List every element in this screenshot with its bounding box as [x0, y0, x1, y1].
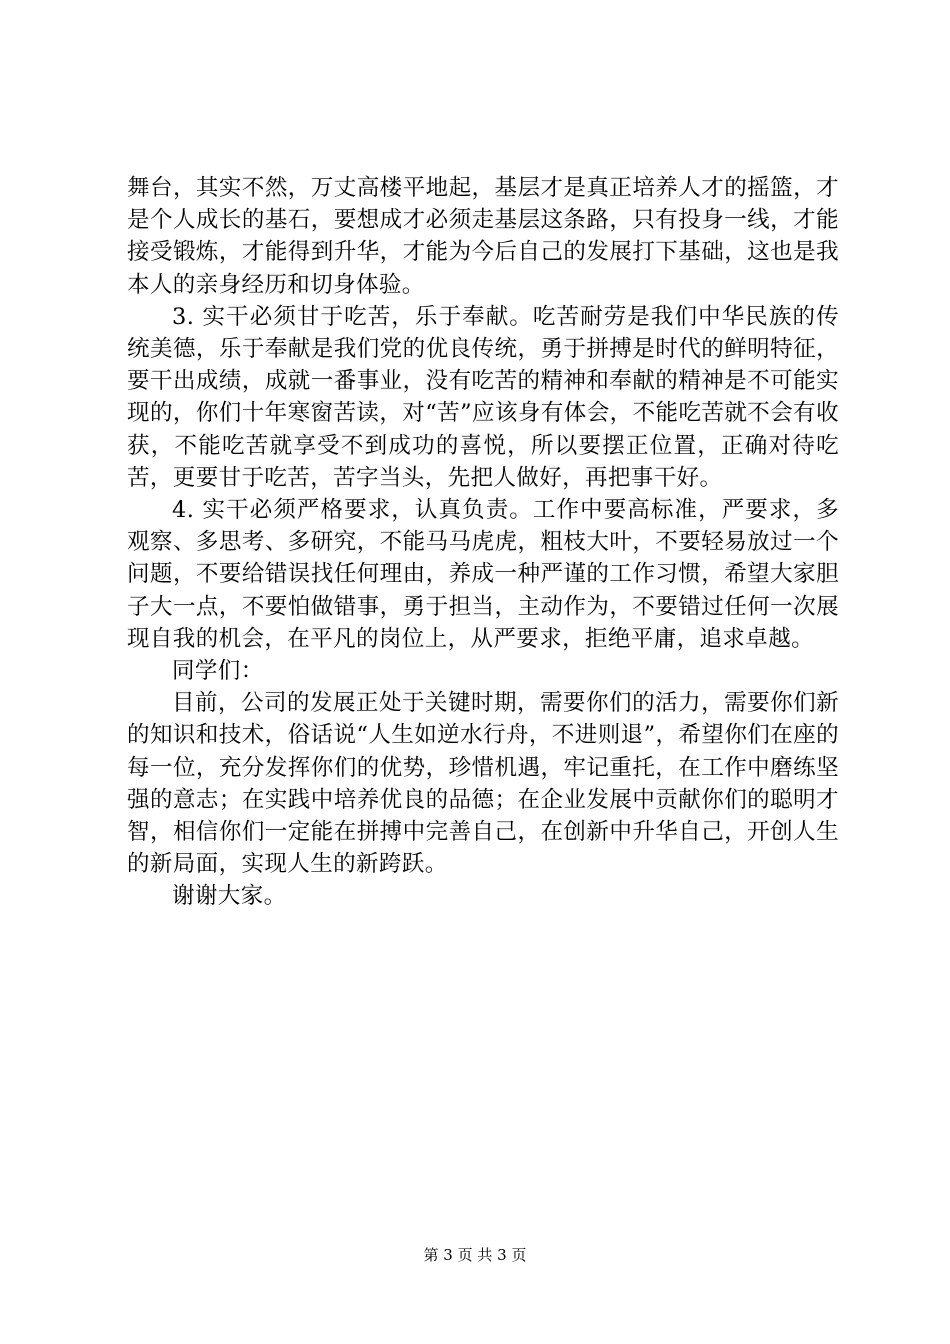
paragraph: 3. 实干必须甘于吃苦，乐于奉献。吃苦耐劳是我们中华民族的传统美德，乐于奉献是我们党的优良传统，勇于拼搏是时代的鲜明特征，要干出成绩，成就一番事业，没有吃苦的精神和奉献的精神是不可能实现的，你们十年寒窗苦读，对“苦”应该身有体会，不能吃苦就不会有收获，不能吃苦就享受不到成功的喜悦，所以要摆正位置，正确对待吃苦，更要甘于吃苦，苦字当头，先把人做好，再把事干好。: [127, 303, 839, 491]
paragraph: 4. 实干必须严格要求，认真负责。工作中要高标准，严要求，多观察、多思考、多研究，不能马马虎虎，粗枝大叶，不要轻易放过一个问题，不要给错误找任何理由，养成一种严谨的工作习惯，希望大家胆子大一点，不要怕做错事，勇于担当，主动作为，不要错过任何一次展现自我的机会，在平凡的岗位上，从严要求，拒绝平庸，追求卓越。: [127, 497, 839, 652]
page-footer: 第 3 页 共 3 页: [423, 1246, 527, 1264]
paragraph: 目前，公司的发展正处于关键时期，需要你们的活力，需要你们新的知识和技术，俗话说“人生如逆水行舟，不进则退”，希望你们在座的每一位，充分发挥你们的优势，珍惜机遇，牢记重托，在工作中磨练坚强的意志；在实践中培养优良的品德；在企业发展中贡献你们的聪明才智，相信你们一定能在拼搏中完善自己，在创新中升华自己，开创人生的新局面，实现人生的新跨跃。: [127, 690, 839, 878]
closing: 谢谢大家。: [172, 883, 287, 910]
salutation: 同学们：: [172, 658, 264, 685]
document-body: [127, 172, 839, 913]
paragraph: 舞台，其实不然，万丈高楼平地起，基层才是真正培养人才的摇篮，才是个人成长的基石，要想成才必须走基层这条路，只有投身一线，才能接受锻炼，才能得到升华，才能为今后自己的发展打下基础，这也是我本人的亲身经历和切身体验。: [127, 175, 839, 298]
